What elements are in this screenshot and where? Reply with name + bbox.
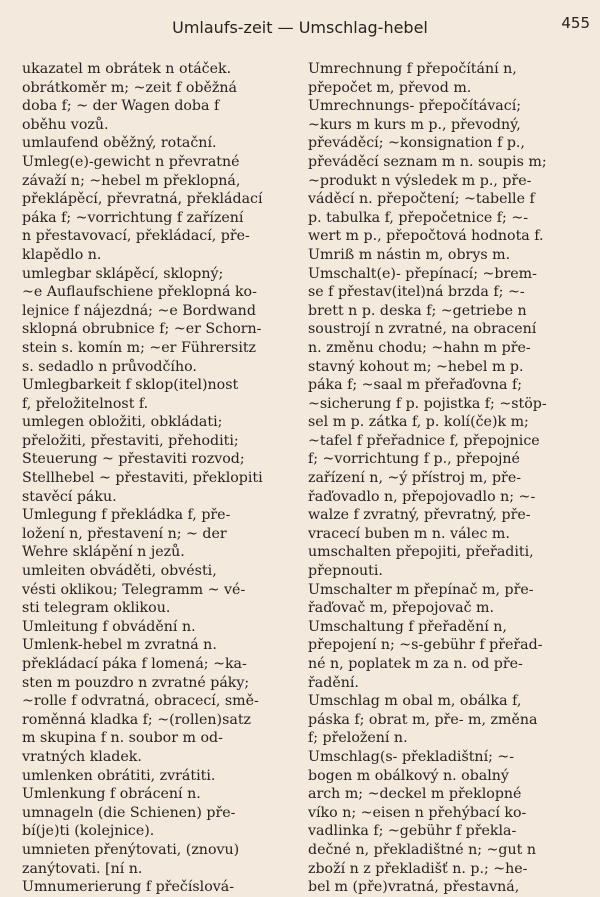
- dictionary-line: umlenken obrátiti, zvrátiti.: [22, 767, 216, 784]
- dictionary-line: vadlinka f; ~gebühr f překla-: [308, 823, 517, 840]
- dictionary-line: umnieten přenýtovati, (znovu): [22, 841, 240, 858]
- dictionary-line: řaďovač m, přepojovač m.: [308, 600, 494, 617]
- dictionary-line: klapědlo n.: [22, 246, 102, 263]
- dictionary-line: p. tabulka f, přepočetnice f; ~-: [308, 209, 529, 226]
- dictionary-line: vésti oklikou; Telegramm ~ vé-: [22, 581, 246, 598]
- dictionary-line: sklopná obrubnice f; ~er Schorn-: [22, 321, 262, 338]
- dictionary-line: arch m; ~deckel m překlopné: [308, 786, 522, 803]
- dictionary-line: f; ~vorrichtung f p., přepojné: [308, 451, 520, 468]
- dictionary-line: umlegen obložiti, obkládati;: [22, 414, 223, 431]
- dictionary-line: umschalten přepojiti, přeřaditi,: [308, 544, 534, 561]
- dictionary-line: zanýtovati. [ní n.: [22, 860, 143, 877]
- dictionary-line: umlegbar sklápěcí, sklopný;: [22, 265, 224, 282]
- dictionary-line: Umnumerierung f přečíslová-: [22, 879, 235, 896]
- dictionary-line: vracecí buben m n. válec m.: [308, 525, 510, 542]
- page-number: 455: [561, 14, 590, 32]
- dictionary-line: lejnice f nájezdná; ~e Bordwand: [22, 302, 256, 319]
- dictionary-line: překládací páka f lomená; ~ka-: [22, 656, 247, 672]
- dictionary-line: převáděcí; ~konsignation f p.,: [308, 135, 525, 152]
- dictionary-line: víko n; ~eisen n přehýbací ko-: [308, 804, 527, 821]
- dictionary-line: přepojení n; ~s-gebühr f přeřad-: [308, 637, 543, 654]
- dictionary-line: n přestavovací, překládací, pře-: [22, 228, 250, 245]
- dictionary-line: doba f; ~ der Wagen doba f: [22, 98, 220, 115]
- dictionary-line: Stellhebel ~ přestaviti, překlopiti: [22, 470, 263, 487]
- right-column: [308, 60, 586, 896]
- dictionary-line: páska f; obrat m, pře- m, změna: [308, 711, 538, 728]
- dictionary-line: umlaufend oběžný, rotační.: [22, 135, 217, 152]
- dictionary-line: soustrojí n zvratné, na obracení: [308, 321, 537, 338]
- dictionary-line: s. sedadlo n průvodčího.: [22, 358, 197, 375]
- dictionary-line: přepnouti.: [308, 563, 383, 580]
- dictionary-line: stavěcí páku.: [22, 488, 117, 505]
- dictionary-line: Umschalt(e)- přepínací; ~brem-: [308, 265, 537, 282]
- dictionary-line: Umschalter m přepínač m, pře-: [308, 581, 534, 598]
- dictionary-line: f; přeložení n.: [308, 730, 408, 747]
- dictionary-line: Umschlag m obal m, obálka f,: [308, 693, 522, 710]
- dictionary-line: zboží n z překladišť n. p.; ~he-: [308, 860, 528, 877]
- dictionary-line: páka f; ~saal m přeřaďovna f;: [308, 377, 523, 394]
- dictionary-line: zařízení n, ~ý přístroj m, pře-: [308, 470, 522, 487]
- dictionary-line: Umleg(e)-gewicht n převratné: [22, 153, 240, 170]
- dictionary-line: umleiten obváděti, obvésti,: [22, 563, 217, 580]
- dictionary-line: ~kurs m kurs m p., převodný,: [308, 116, 521, 133]
- dictionary-line: m skupina f n. soubor m od-: [22, 730, 223, 747]
- running-head: Umlaufs-zeit — Umschlag-hebel: [172, 18, 428, 37]
- dictionary-line: ložení n, přestavení n; ~ der: [22, 525, 227, 542]
- dictionary-line: Umschaltung f přeřadění n,: [308, 618, 507, 635]
- dictionary-line: řaďovadlo n, přepojovadlo n; ~-: [308, 488, 536, 505]
- dictionary-line: ~sicherung f p. pojistka f; ~stöp-: [308, 395, 547, 412]
- dictionary-line: sel m p. zátka f, p. kolí(če)k m;: [308, 414, 529, 431]
- dictionary-line: wert m p., přepočtová hodnota f.: [308, 228, 544, 245]
- dictionary-line: Umriß m nástin m, obrys m.: [308, 246, 511, 263]
- dictionary-line: Umlegbarkeit f sklop(itel)nost: [22, 377, 239, 394]
- dictionary-line: umnageln (die Schienen) pře-: [22, 804, 236, 821]
- dictionary-line: Umrechnungs- přepočítávací;: [308, 98, 522, 115]
- dictionary-line: závaží n; ~hebel m překlopná,: [22, 172, 241, 189]
- dictionary-line: obrátkoměr m; ~zeit f oběžná: [22, 79, 237, 96]
- dictionary-line: stavný kohout m; ~hebel m p.: [308, 358, 524, 375]
- page-header: [0, 14, 600, 40]
- dictionary-line: Umrechnung f přepočítání n,: [308, 61, 517, 77]
- dictionary-line: přeložiti, přestaviti, přehoditi;: [22, 432, 239, 449]
- dictionary-line: brett n p. deska f; ~getriebe n: [308, 302, 527, 319]
- dictionary-line: vratných kladek.: [22, 748, 142, 765]
- dictionary-line: walze f zvratný, převratný, pře-: [308, 507, 531, 524]
- dictionary-line: převáděcí seznam m n. soupis m;: [308, 153, 547, 170]
- dictionary-line: roměnná kladka f; ~(rollen)satz: [22, 711, 252, 728]
- dictionary-line: ~produkt n výsledek m p., pře-: [308, 172, 532, 189]
- dictionary-line: Umlegung f překládka f, pře-: [22, 507, 231, 524]
- dictionary-line: bí(je)ti (kolejnice).: [22, 823, 155, 840]
- dictionary-line: váděcí n. přepočtení; ~tabelle f: [308, 191, 535, 208]
- dictionary-line: oběhu vozů.: [22, 116, 109, 133]
- dictionary-line: bogen m obálkový n. obalný: [308, 767, 509, 784]
- dictionary-line: ~e Auflaufschiene překlopná ko-: [22, 284, 257, 301]
- dictionary-line: sten m pouzdro n zvratné páky;: [22, 674, 250, 691]
- dictionary-line: sti telegram oklikou.: [22, 600, 171, 617]
- dictionary-line: přepočet m, převod m.: [308, 79, 472, 96]
- dictionary-line: řadění.: [308, 674, 359, 691]
- dictionary-line: Umleitung f obvádění n.: [22, 618, 196, 635]
- dictionary-line: ~rolle f odvratná, obracecí, smě-: [22, 693, 259, 710]
- dictionary-line: překlápěcí, převratná, překládací: [22, 191, 263, 208]
- dictionary-line: Wehre sklápění n jezů.: [22, 544, 185, 561]
- dictionary-line: n. změnu chodu; ~hahn m pře-: [308, 339, 531, 356]
- dictionary-line: ~tafel f přeřadnice f, přepojnice: [308, 432, 540, 449]
- dictionary-line: se f přestav(itel)ná brzda f; ~-: [308, 284, 525, 301]
- dictionary-line: Umlenk-hebel m zvratná n.: [22, 637, 217, 654]
- dictionary-line: bel m (pře)vratná, přestavná,: [308, 879, 520, 896]
- left-column: [22, 60, 294, 896]
- dictionary-line: ukazatel m obrátek n otáček.: [22, 61, 232, 77]
- dictionary-line: né n, poplatek m za n. od pře-: [308, 656, 523, 672]
- dictionary-line: páka f; ~vorrichtung f zařízení: [22, 209, 244, 226]
- dictionary-line: Steuerung ~ přestaviti rozvod;: [22, 451, 245, 468]
- dictionary-line: stein s. komín m; ~er Führersitz: [22, 339, 257, 356]
- dictionary-line: f, přeložitelnost f.: [22, 395, 149, 412]
- dictionary-line: dečné n, překladištné n; ~gut n: [308, 841, 537, 858]
- dictionary-line: Umlenkung f obrácení n.: [22, 786, 201, 803]
- dictionary-line: Umschlag(s- překladištní; ~-: [308, 748, 515, 765]
